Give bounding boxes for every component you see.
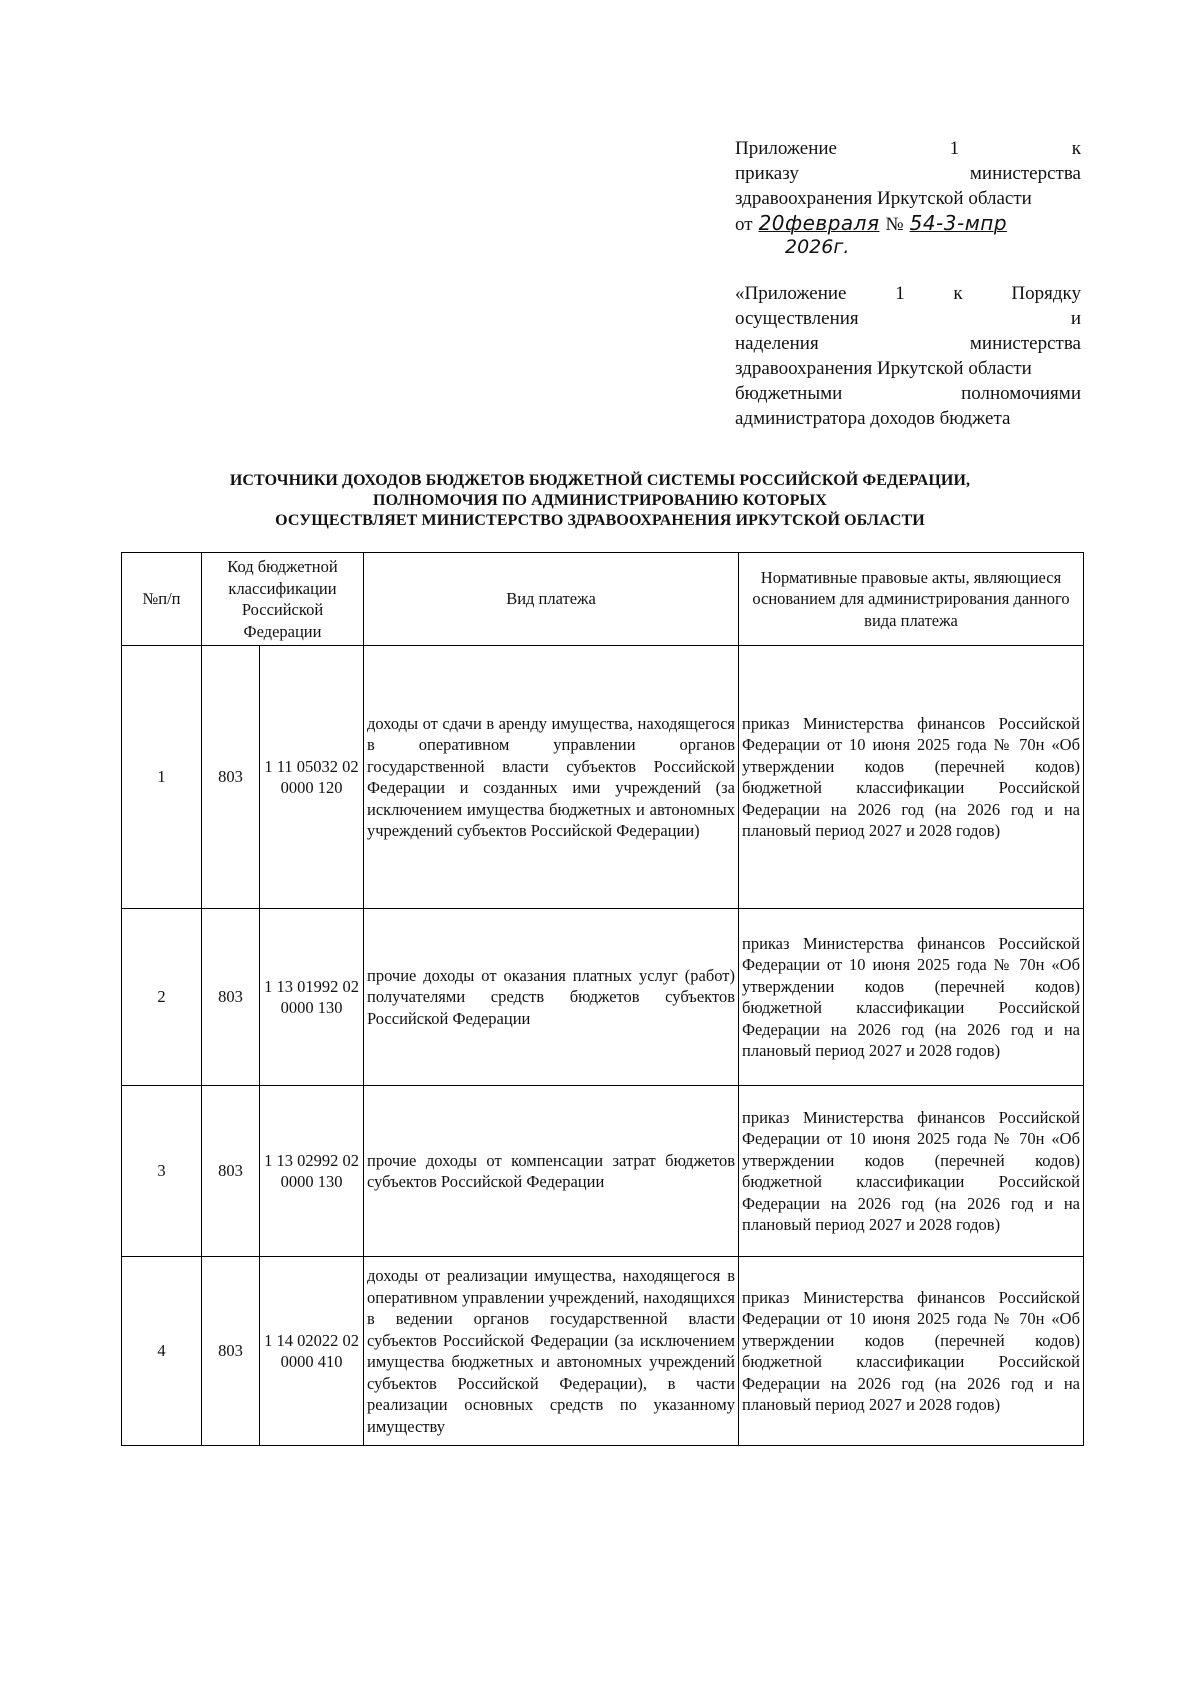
payment-type: прочие доходы от оказания платных услуг (работ) получателями средств бюджетов субъектов Российской Федерации [364, 909, 739, 1086]
payment-type: прочие доходы от компенсации затрат бюджетов субъектов Российской Федерации [364, 1086, 739, 1257]
legal-acts: приказ Министерства финансов Российской Федерации от 10 июня 2025 года № 70н «Об утверждении кодов (перечней кодов) бюджетной классификации Российской Федерации на 2026 год (на 2026 год и на плановый период 2027 и 2028 годов) [739, 909, 1084, 1086]
payment-type: доходы от реализации имущества, находящегося в оперативном управлении учреждений, находящихся в ведении органов государственной власти субъектов Российской Федерации (за исключением имущества бюджетных и автономных учреждений субъектов Российской Федерации), в части реализации основных средств по указанному имуществу [364, 1257, 739, 1446]
kbk-code: 1 11 05032 02 0000 120 [260, 646, 364, 909]
handwritten-year: 2026г. [785, 236, 850, 258]
order-line-2: осуществления и [735, 308, 1081, 329]
appendix-line-1: Приложение 1 к [735, 138, 1081, 159]
admin-code: 803 [202, 1086, 260, 1257]
kbk-code: 1 13 02992 02 0000 130 [260, 1086, 364, 1257]
legal-acts: приказ Министерства финансов Российской Федерации от 10 июня 2025 года № 70н «Об утверждении кодов (перечней кодов) бюджетной классификации Российской Федерации на 2026 год (на 2026 год и на плановый период 2027 и 2028 годов) [739, 646, 1084, 909]
header-code: Код бюджетной классификации Российской Федерации [202, 553, 364, 646]
order-line-4: здравоохранения Иркутской области [735, 358, 1032, 379]
order-line-1: «Приложение 1 к Порядку [735, 283, 1081, 304]
kbk-code: 1 14 02022 02 0000 410 [260, 1257, 364, 1446]
row-num: 1 [122, 646, 202, 909]
revenue-sources-table [121, 552, 1084, 1446]
handwritten-date: 20февраля [758, 211, 880, 235]
header-payment: Вид платежа [364, 553, 739, 646]
row-num: 2 [122, 909, 202, 1086]
admin-code: 803 [202, 909, 260, 1086]
admin-code: 803 [202, 646, 260, 909]
appendix-line-3: здравоохранения Иркутской области [735, 188, 1032, 209]
handwritten-order-number: 54-3-мпр [909, 211, 1008, 235]
table-row [122, 1257, 1084, 1446]
legal-acts: приказ Министерства финансов Российской Федерации от 10 июня 2025 года № 70н «Об утверждении кодов (перечней кодов) бюджетной классификации Российской Федерации на 2026 год (на 2026 год и на плановый период 2027 и 2028 годов) [739, 1257, 1084, 1446]
header-acts: Нормативные правовые акты, являющиеся основанием для администрирования данного вида платежа [739, 553, 1084, 646]
header-num: №п/п [122, 553, 202, 646]
kbk-code: 1 13 01992 02 0000 130 [260, 909, 364, 1086]
table-row [122, 1086, 1084, 1257]
order-line-3: наделения министерства [735, 333, 1081, 354]
order-appendix-header [735, 281, 1081, 431]
order-date-line: от 20февраля № 54-3-мпр [735, 211, 1008, 235]
legal-acts: приказ Министерства финансов Российской Федерации от 10 июня 2025 года № 70н «Об утверждении кодов (перечней кодов) бюджетной классификации Российской Федерации на 2026 год (на 2026 год и на плановый период 2027 и 2028 годов) [739, 1086, 1084, 1257]
table-row [122, 909, 1084, 1086]
row-num: 4 [122, 1257, 202, 1446]
table-header-row [122, 553, 1084, 646]
appendix-header [735, 136, 1081, 260]
payment-type: доходы от сдачи в аренду имущества, находящегося в оперативном управлении органов государственной власти субъектов Российской Федерации и созданных ими учреждений (за исключением имущества бюджетных и автономных учреждений субъектов Российской Федерации) [364, 646, 739, 909]
appendix-line-2: приказу министерства [735, 163, 1081, 184]
row-num: 3 [122, 1086, 202, 1257]
order-line-6: администратора доходов бюджета [735, 408, 1011, 429]
document-title: ИСТОЧНИКИ ДОХОДОВ БЮДЖЕТОВ БЮДЖЕТНОЙ СИСТЕМЫ РОССИЙСКОЙ ФЕДЕРАЦИИ, ПОЛНОМОЧИЯ ПО АДМИНИСТРИРОВАНИЮ КОТОРЫХ ОСУЩЕСТВЛЯЕТ МИНИСТЕРСТВО ЗДРАВООХРАНЕНИЯ ИРКУТСКОЙ ОБЛАСТИ [229, 472, 971, 529]
table-row [122, 646, 1084, 909]
admin-code: 803 [202, 1257, 260, 1446]
order-line-5: бюджетными полномочиями [735, 383, 1081, 404]
